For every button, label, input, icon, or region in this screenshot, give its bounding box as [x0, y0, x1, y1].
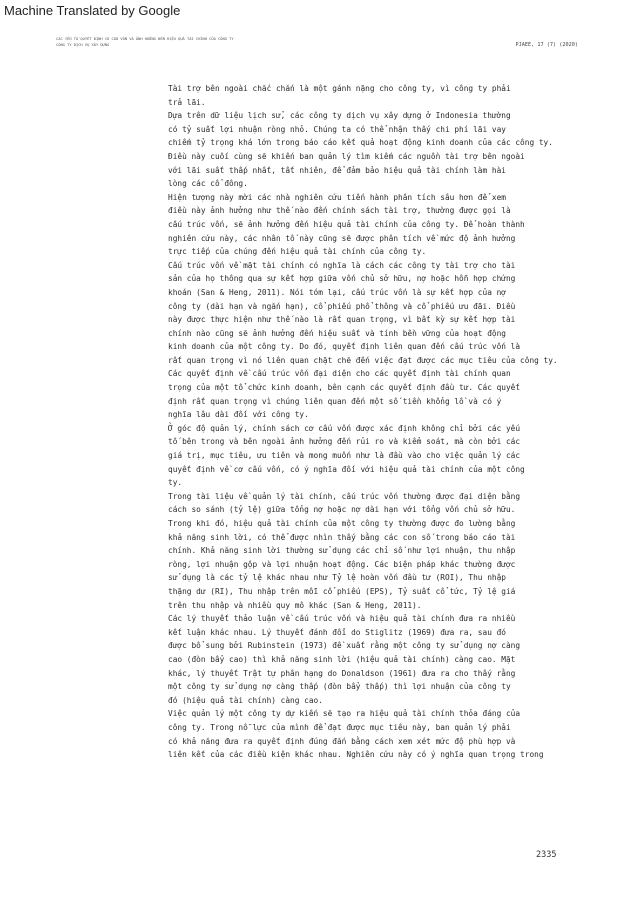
- text-line: Dựa trên dữ liệu lịch sử, các công ty dịch vụ xây dựng ở Indonesia thường: [168, 111, 511, 121]
- running-header-line-1: CÁC YẾU TỐ QUYẾT ĐỊNH CƠ CẤU VỐN VÀ ẢNH HƯỞNG ĐẾN HIỆU QUẢ TÀI CHÍNH CỦA CÔNG TY: [56, 37, 234, 41]
- text-line: khả năng sinh lời, có thể được nhìn thấy bằng các con số trong báo cáo tài: [168, 532, 516, 542]
- body-paragraph: [168, 82, 600, 109]
- text-line: điều này ảnh hưởng như thế nào đến chính sách tài trợ, thường được gọi là: [168, 206, 511, 216]
- text-line: ròng, lợi nhuận gộp và lợi nhuận hoạt động. Các biện pháp khác thường được: [168, 559, 516, 569]
- text-line: Cấu trúc vốn về mặt tài chính có nghĩa là cách các công ty tài trợ cho tài: [168, 260, 516, 270]
- text-line: nghĩa lâu dài đối với công ty.: [168, 410, 309, 420]
- text-line: khoán (San & Heng, 2011). Nói tóm lại, cấu trúc vốn là sự kết hợp của nợ: [168, 287, 506, 297]
- text-line: Hiện tượng này mời các nhà nghiên cứu tiến hành phân tích sâu hơn để xem: [168, 192, 506, 202]
- text-line: Trong tài liệu về quản lý tài chính, cấu trúc vốn thường được đại diện bằng: [168, 491, 521, 501]
- text-line: lòng các cổ đông.: [168, 179, 248, 189]
- text-line: rất quan trọng vì nó liên quan chặt chẽ đến việc đạt được các mục tiêu của công ty.: [168, 355, 558, 365]
- text-line: với lãi suất thấp nhất, tất nhiên, để đảm bảo hiệu quả tài chính làm hài: [168, 165, 506, 175]
- text-line: cấu trúc vốn, sẽ ảnh hưởng đến hiệu quả tài chính của công ty. Để hoàn thành: [168, 219, 525, 229]
- body-paragraph: [168, 191, 600, 259]
- text-line: thặng dư (RI), Thu nhập trên mỗi cổ phiếu (EPS), Tỷ suất cổ tức, Tỷ lệ giá: [168, 586, 516, 596]
- text-line: sử dụng là các tỷ lệ khác nhau như Tỷ lệ hoàn vốn đầu tư (ROI), Thu nhập: [168, 573, 506, 583]
- machine-translation-banner: Machine Translated by Google: [4, 3, 181, 18]
- body-paragraph: [168, 109, 600, 191]
- text-line: Tài trợ bên ngoài chắc chắn là một gánh nặng cho công ty, vì công ty phải: [168, 84, 511, 93]
- text-line: công ty. Trong nỗ lực của mình để đạt được mục tiêu này, ban quản lý phải: [168, 722, 511, 732]
- text-line: có khả năng đưa ra quyết định đúng đắn bằng cách xem xét mức độ phù hợp và: [168, 736, 516, 746]
- text-line: nghiên cứu này, các nhân tố này cũng sẽ được phân tích về mức độ ảnh hưởng: [168, 233, 516, 243]
- body-paragraph: [168, 259, 600, 422]
- text-line: công ty (dài hạn và ngắn hạn), cổ phiếu phổ thông và cổ phiếu ưu đãi. Điều: [168, 301, 516, 311]
- text-line: trả lãi.: [168, 97, 206, 107]
- text-line: chính nào cũng sẽ ảnh hưởng đến hiệu suất và tính bền vững của hoạt động: [168, 328, 506, 338]
- text-line: giá trị, mục tiêu, ưu tiên và mong muốn như là đầu vào cho việc quản lý các: [168, 451, 521, 461]
- text-line: Các quyết định về cấu trúc vốn đại diện cho các quyết định tài chính quan: [168, 369, 511, 379]
- text-line: một công ty sử dụng nợ càng thấp (đòn bẩy thấp) thì lợi nhuận của công ty: [168, 682, 511, 692]
- text-line: cao (đòn bẩy cao) thì khả năng sinh lời (hiệu quả tài chính) càng cao. Mặt: [168, 654, 516, 664]
- document-body: [168, 82, 600, 762]
- text-line: Điều này cuối cùng sẽ khiến ban quản lý tìm kiếm các nguồn tài trợ bên ngoài: [168, 151, 525, 161]
- text-line: trực tiếp của chúng đến hiệu quả tài chính của công ty.: [168, 247, 427, 257]
- text-line: trên thu nhập và nhiều quy mô khác (San & Heng, 2011).: [168, 600, 422, 610]
- text-line: định rất quan trọng vì chúng liên quan đến một số tiền khổng lồ và có ý: [168, 396, 502, 406]
- text-line: ty.: [168, 478, 183, 488]
- page-number: 2335: [536, 850, 557, 860]
- text-line: tố bên trong và bên ngoài ảnh hưởng đến rủi ro và kiểm soát, mà còn bởi các: [168, 437, 521, 447]
- text-line: có tỷ suất lợi nhuận ròng nhỏ. Chúng ta có thể nhận thấy chi phí lãi vay: [168, 124, 506, 134]
- body-paragraph: [168, 612, 600, 707]
- text-line: trọng của một tổ chức kinh doanh, bên cạnh các quyết định đầu tư. Các quyết: [168, 383, 521, 393]
- body-paragraph: [168, 490, 600, 612]
- running-header-line-2: CÔNG TY DỊCH VỤ XÂY DỰNG: [56, 43, 110, 47]
- text-line: liên kết của các điều kiện khác nhau. Nghiên cứu này có ý nghĩa quan trọng trong: [168, 750, 544, 760]
- text-line: chính. Khả năng sinh lời thường sử dụng các chỉ số như lợi nhuận, thu nhập: [168, 546, 516, 556]
- text-line: sản của họ thông qua sự kết hợp giữa vốn chủ sở hữu, nợ hoặc hỗn hợp chứng: [168, 274, 516, 284]
- text-line: khác, lý thuyết Trật tự phân hạng do Donaldson (1961) đưa ra cho thấy rằng: [168, 668, 516, 678]
- text-line: cách so sánh (tỷ lệ) giữa tổng nợ hoặc nợ dài hạn với tổng vốn chủ sở hữu.: [168, 505, 516, 515]
- text-line: Các lý thuyết thảo luận về cấu trúc vốn và hiệu quả tài chính đưa ra nhiều: [168, 614, 516, 624]
- running-header-title: [56, 36, 276, 48]
- text-line: kinh doanh của một công ty. Do đó, quyết định liên quan đến cấu trúc vốn là: [168, 342, 521, 352]
- text-line: Ở góc độ quản lý, chính sách cơ cấu vốn được xác định không chỉ bởi các yếu: [168, 423, 521, 433]
- body-paragraph: [168, 707, 600, 761]
- text-line: đó (hiệu quả tài chính) càng cao.: [168, 695, 323, 705]
- text-line: kết luận khác nhau. Lý thuyết đánh đổi do Stiglitz (1969) đưa ra, sau đó: [168, 627, 506, 637]
- text-line: chiếm tỷ trọng khá lớn trong báo cáo kết quả hoạt động kinh doanh của các công ty.: [168, 138, 553, 148]
- journal-citation: PJAEE, 17 (7) (2020): [515, 42, 578, 48]
- body-paragraph: [168, 422, 600, 490]
- text-line: được bổ sung bởi Rubinstein (1973) đề xuất rằng một công ty sử dụng nợ càng: [168, 641, 521, 651]
- text-line: Trong khi đó, hiệu quả tài chính của một công ty thường được đo lường bằng: [168, 519, 516, 528]
- text-line: này được thực hiện như thế nào là rất quan trọng, vì bất kỳ sự kết hợp tài: [168, 315, 516, 325]
- text-line: Việc quản lý một công ty dự kiến sẽ tạo ra hiệu quả tài chính thỏa đáng của: [168, 709, 521, 719]
- text-line: quyết định về cơ cấu vốn, có ý nghĩa đối với hiệu quả tài chính của một công: [168, 464, 525, 474]
